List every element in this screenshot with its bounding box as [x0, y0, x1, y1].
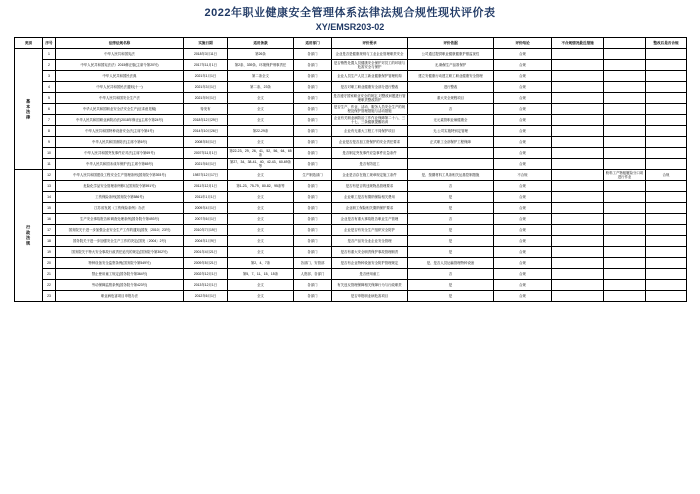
evaluation-requirement: 企业人员生产人员工新业健康保护管理机构: [332, 71, 408, 82]
evaluation-evidence: 是: [408, 225, 494, 236]
evaluation-requirement: 企业是否是否加工资保护的安全责任要求: [332, 137, 408, 148]
evaluation-evidence: 公司通过提供职业健康健康护照监视性: [408, 49, 494, 60]
applicable-department: 各部门: [294, 280, 332, 291]
document-code: XY/EMSR203-02: [315, 22, 385, 32]
evaluation-result: 合规: [494, 60, 552, 71]
rectified-compliant: [646, 181, 687, 192]
applicable-department: 各部门: [294, 60, 332, 71]
table-row: [15, 159, 687, 170]
evaluation-evidence: 是: [408, 280, 494, 291]
regulation-name: 中华人民共和国宪法: [56, 49, 184, 60]
evaluation-evidence: 是: [408, 247, 494, 258]
evaluation-evidence: 进行整改: [408, 82, 494, 93]
applicable-article: 全文: [228, 192, 294, 203]
applicable-department: 人资部、各部门: [294, 269, 332, 280]
evaluation-requirement: 是否对职工职业健康安全部分进行整改: [332, 82, 408, 93]
table-row: [15, 148, 687, 159]
evaluation-requirement: 是否有防范工: [332, 159, 408, 170]
effective-date: 2021年3月1日: [184, 82, 228, 93]
row-number: 13: [43, 181, 56, 192]
col-header-category: 类别: [15, 38, 43, 49]
applicable-department: 各部门: [294, 291, 332, 302]
row-number: 23: [43, 291, 56, 302]
regulation-name: 中华人民共和国消防法(主席令第6号): [56, 137, 184, 148]
effective-date: 2018年12月29日: [184, 115, 228, 126]
rectification-note: [604, 280, 646, 291]
rectified-compliant: [646, 247, 687, 258]
table-row: [15, 192, 687, 203]
regulation-name: 中华人民共和国宪法法》2015修正版(主席令第20号): [56, 60, 184, 71]
evaluation-requirement: 企业是否有重大事故报告职业生产管理: [332, 214, 408, 225]
evaluation-result: 合规: [494, 203, 552, 214]
rectified-compliant: [646, 280, 687, 291]
applicable-department: 各部门: [294, 159, 332, 170]
evaluation-result: 合规: [494, 236, 552, 247]
table-row: [15, 203, 687, 214]
effective-date: 2007年11月1日: [184, 148, 228, 159]
applicable-article: 第5、7、11、15、15条: [228, 269, 294, 280]
regulation-name: 中华人民共和国职业病防治法(2018年修正)(主席令第24号): [56, 115, 184, 126]
noncompliance-measure: [552, 148, 604, 159]
effective-date: 2007年6月1日: [184, 214, 228, 225]
evaluation-requirement: 企业职工保险相关缴纳保护要求: [332, 203, 408, 214]
effective-date: 2021年1月1日: [184, 71, 228, 82]
rectified-compliant: [646, 137, 687, 148]
rectified-compliant: [646, 148, 687, 159]
regulation-name: 国务院关于进一步加强企业安全生产工作的通知(国发〔2010〕23号): [56, 225, 184, 236]
col-header-require: 评价要求: [332, 38, 408, 49]
col-header-rectified-ok: 整改后是否合规: [646, 38, 687, 49]
row-number: 16: [43, 214, 56, 225]
col-header-rectify: [604, 38, 646, 49]
table-row: [15, 247, 687, 258]
applicable-article: 全文: [228, 225, 294, 236]
evaluation-result: 合规: [494, 214, 552, 225]
evaluation-requirement: 是否使用童工: [332, 269, 408, 280]
rectification-note: [604, 115, 646, 126]
regulation-name: 国务院关于进一步加强安全生产工作的决定(国发〔2004〕2号): [56, 236, 184, 247]
evaluation-requirement: 企业有无重大工程工不同保护项目: [332, 126, 408, 137]
rectification-note: [604, 225, 646, 236]
applicable-department: 各部门: [294, 181, 332, 192]
evaluation-requirement: 是否销售处置人员健康安全保护对员工的环境与危害安全与保护: [332, 60, 408, 71]
applicable-department: 各部门、安管部: [294, 258, 332, 269]
applicable-article: 第2条、339条、环境保护刑事责任: [228, 60, 294, 71]
table-row: [15, 82, 687, 93]
category-cell: 行政法规: [15, 170, 43, 302]
table-row: [15, 258, 687, 269]
rectification-note: [604, 236, 646, 247]
evaluation-requirement: 企业有关职业病防治工作作业保障第二十八、三十七、三条健康提醒培训: [332, 115, 408, 126]
rectification-note: [604, 269, 646, 280]
effective-date: 2018年3月11日: [184, 49, 228, 60]
evaluation-requirement: 是否有重大安全职责保护事故管理职责: [332, 247, 408, 258]
effective-date: 2012年6月1日: [184, 291, 228, 302]
evaluation-evidence: 否: [408, 214, 494, 225]
regulation-name: 特种设备安全监察条例(国务院令第549号): [56, 258, 184, 269]
evaluation-evidence: 建立安健康行动建立职工职业健康安全管理: [408, 71, 494, 82]
rectified-compliant: [646, 258, 687, 269]
rectified-compliant: [646, 60, 687, 71]
regulation-name: 江苏省发展《工伤保险条例》办法: [56, 203, 184, 214]
applicable-department: 各部门: [294, 82, 332, 93]
rectification-note: [604, 258, 646, 269]
evaluation-evidence: 是: [408, 192, 494, 203]
applicable-article: 全文: [228, 291, 294, 302]
regulation-name: 中华人民共和国民法典: [56, 71, 184, 82]
noncompliance-measure: [552, 93, 604, 104]
category-cell: 基本法律: [15, 49, 43, 170]
evaluation-evidence: 正式职工全部保护工程保障: [408, 137, 494, 148]
rectified-compliant: [646, 115, 687, 126]
applicable-article: 第22-23、29、26、41、52、56、64、65条: [229, 148, 292, 157]
table-row: [15, 115, 687, 126]
applicable-article: 全文: [228, 104, 294, 115]
evaluation-result: 合规: [494, 225, 552, 236]
rectification-note: [604, 203, 646, 214]
rectification-note: [604, 71, 646, 82]
col-header-dept: 适用部门: [294, 38, 332, 49]
table-row: [15, 214, 687, 225]
applicable-department: 各部门: [294, 148, 332, 159]
evaluation-result: 合规: [494, 269, 552, 280]
regulation-name: 禁止使用童工规定(国务院令第364号): [56, 269, 184, 280]
rectification-note: [604, 148, 646, 159]
applicable-department: 各部门: [294, 115, 332, 126]
row-number: 5: [43, 93, 56, 104]
evaluation-result: 合规: [494, 148, 552, 159]
table-row: [15, 137, 687, 148]
effective-date: 2009年4月1日: [184, 203, 228, 214]
rectified-compliant: [646, 291, 687, 302]
rectification-note: [604, 49, 646, 60]
row-number: 20: [43, 258, 56, 269]
regulation-name: 劳动保障监察条例(国务院令第423号): [56, 280, 184, 291]
effective-date: 2021年9月1日: [184, 93, 228, 104]
regulation-name: 职业病危害项目申报办法: [56, 291, 184, 302]
evaluation-requirement: 企业是否是健康规则与工业企业管理职责安全: [332, 49, 408, 60]
evaluation-result: 合规: [494, 71, 552, 82]
table-row: [15, 181, 687, 192]
noncompliance-measure: [552, 60, 604, 71]
noncompliance-measure: [552, 181, 604, 192]
rectification-note: [604, 159, 646, 170]
evaluation-requirement: 是否有是否的违规物品管理要求: [332, 181, 408, 192]
row-number: 19: [43, 247, 56, 258]
effective-date: 2002年12月1日: [184, 269, 228, 280]
row-number: 22: [43, 280, 56, 291]
table-row: [15, 269, 687, 280]
col-header-result: 评价结论: [494, 38, 552, 49]
rectified-compliant: [646, 93, 687, 104]
page-title: 2022年职业健康安全管理体系法律法规合规性现状评价表: [204, 7, 496, 19]
row-number: 10: [43, 148, 56, 159]
noncompliance-measure: [552, 258, 604, 269]
evaluation-result: 合规: [494, 192, 552, 203]
evaluation-requirement: 是否制定突发事件应急事件应急条件: [332, 148, 408, 159]
evaluation-requirement: 有关违反管理保障相关保障行为与行政职责: [332, 280, 408, 291]
evaluation-result: 合规: [494, 104, 552, 115]
effective-date: 2013年12月1日: [184, 280, 228, 291]
evaluation-requirement: 是否申报职业病危害项目: [332, 291, 408, 302]
regulation-name: 中华人民共和国职业安全法安全生产(征求意见稿): [56, 104, 184, 115]
evaluation-evidence: [408, 159, 494, 170]
evaluation-result: 合规: [494, 115, 552, 126]
rectification-note: [604, 126, 646, 137]
applicable-article: 第22-29条: [228, 126, 294, 137]
rectification-note: [604, 247, 646, 258]
applicable-department: 各部门: [294, 137, 332, 148]
row-number: 21: [43, 269, 56, 280]
noncompliance-measure: [552, 82, 604, 93]
evaluation-evidence: 无,确保生产品准保护: [408, 60, 494, 71]
evaluation-requirement: 是否生产、作业、活动、服务人员安全生产的规程及保护管理措施与活动措施: [332, 104, 408, 115]
evaluation-evidence: 无,公司实施特别定管理: [408, 126, 494, 137]
applicable-article: 全文: [228, 137, 294, 148]
rectified-compliant: [646, 236, 687, 247]
effective-date: 2010年7月19日: [184, 225, 228, 236]
row-number: 2: [43, 60, 56, 71]
table-row: [15, 280, 687, 291]
table-row: [15, 60, 687, 71]
evaluation-evidence: 是: [408, 203, 494, 214]
regulation-name: 中华人民共和国安全生产法: [56, 93, 184, 104]
rectified-compliant: [646, 159, 687, 170]
applicable-article: 第1-23、75-79、80-82、95条等: [228, 181, 294, 192]
row-number: 6: [43, 104, 56, 115]
evaluation-evidence: 否: [408, 181, 494, 192]
table-row: [15, 291, 687, 302]
noncompliance-measure: [552, 225, 604, 236]
row-number: 12: [43, 170, 56, 181]
applicable-department: 各部门: [294, 71, 332, 82]
regulation-name: 中华人民共和国民法通则(十一): [56, 82, 184, 93]
row-number: 4: [43, 82, 56, 93]
applicable-article: 全文: [228, 214, 294, 225]
evaluation-evidence: 是: [408, 291, 494, 302]
effective-date: 2001年4月21日: [184, 247, 228, 258]
row-number: 17: [43, 225, 56, 236]
rectified-compliant: [646, 82, 687, 93]
effective-date: 2014年10月26日: [184, 126, 228, 137]
applicable-article: 全文: [228, 170, 294, 181]
applicable-article: 全文: [228, 203, 294, 214]
noncompliance-measure: [552, 269, 604, 280]
effective-date: 2004年1月9日: [184, 236, 228, 247]
applicable-department: 各部门: [294, 236, 332, 247]
noncompliance-measure: [552, 137, 604, 148]
evaluation-result: 合规: [494, 159, 552, 170]
table-row: [15, 236, 687, 247]
col-header-noncompliance: 不合规情况最近措施: [552, 38, 604, 49]
title-block: [14, 6, 686, 33]
applicable-department: 各部门: [294, 247, 332, 258]
compliance-table: [14, 37, 687, 302]
evaluation-requirement: 企业职工是否有缴纳保险相关费用: [332, 192, 408, 203]
noncompliance-measure: [552, 203, 604, 214]
col-header-article: 适用条款: [228, 38, 294, 49]
evaluation-evidence: 无元素管职业病健康全: [408, 115, 494, 126]
regulation-name: 中华人民共和国突发事件应对法(主席令第69号): [56, 148, 184, 159]
effective-date: 2011年12月1日: [184, 181, 228, 192]
row-number: 11: [43, 159, 56, 170]
evaluation-result: 合规: [494, 93, 552, 104]
rectification-note: [604, 82, 646, 93]
evaluation-evidence: 重大安全规程项目: [408, 93, 494, 104]
rectified-compliant: [646, 126, 687, 137]
rectified-compliant: [646, 214, 687, 225]
row-number: 15: [43, 203, 56, 214]
row-number: 18: [43, 236, 56, 247]
applicable-department: 各部门: [294, 225, 332, 236]
noncompliance-measure: [552, 236, 604, 247]
evaluation-result: 合规: [494, 126, 552, 137]
evaluation-result: 合规: [494, 137, 552, 148]
evaluation-requirement: 是否遵守国家职业安全的规定,对整改问题进行管理职责整改防护: [333, 93, 406, 102]
table-header-row: [15, 38, 687, 49]
applicable-article: 全文: [228, 247, 294, 258]
noncompliance-measure: [552, 115, 604, 126]
table-row: [15, 49, 687, 60]
effective-date: 2009年5月21日: [184, 258, 228, 269]
col-header-name: 法律法规名称: [56, 38, 184, 49]
row-number: 1: [43, 49, 56, 60]
regulation-name: 中华人民共和国特种设备安全法(主席令第4号): [56, 126, 184, 137]
rectification-note: [604, 291, 646, 302]
table-row: [15, 71, 687, 82]
applicable-article: 第二条全文: [228, 71, 294, 82]
evaluation-evidence: 是、是否人员运输管理特种设备: [408, 258, 494, 269]
applicable-department: 各部门: [294, 192, 332, 203]
noncompliance-measure: [552, 280, 604, 291]
applicable-article: 第27、34、38-41、40、42-43、60-69条等: [228, 159, 294, 170]
evaluation-evidence: [408, 148, 494, 159]
applicable-article: 第2、4、7条: [228, 258, 294, 269]
rectification-note: [604, 60, 646, 71]
evaluation-evidence: 否: [408, 269, 494, 280]
evaluation-evidence: 是: [408, 236, 494, 247]
noncompliance-measure: [552, 159, 604, 170]
effective-date: 2017年11月1日: [184, 60, 228, 71]
applicable-department: 各部门: [294, 214, 332, 225]
effective-date: 2008年5月1日: [184, 137, 228, 148]
evaluation-requirement: 企业是否存在施工规章规定施工条件: [332, 170, 408, 181]
row-number: 3: [43, 71, 56, 82]
col-header-date: 实施日期: [184, 38, 228, 49]
noncompliance-measure: [552, 71, 604, 82]
rectification-note: [604, 192, 646, 203]
rectified-compliant: [646, 104, 687, 115]
noncompliance-measure: [552, 291, 604, 302]
evaluation-result: 合规: [494, 280, 552, 291]
rectified-compliant: [646, 269, 687, 280]
evaluation-requirement: 是否产品安全业企业安全管理: [332, 236, 408, 247]
table-row: [15, 93, 687, 104]
applicable-article: 全文: [228, 236, 294, 247]
applicable-department: 生产制造部门: [294, 170, 332, 181]
applicable-article: 第二条、23条: [228, 82, 294, 93]
rectification-note: [604, 214, 646, 225]
regulation-name: 中华人民共和国建设工程安全生产管理条例(国务院令第393号): [56, 170, 184, 181]
rectification-note: [604, 181, 646, 192]
evaluation-result: 合规: [494, 258, 552, 269]
applicable-department: 各部门: [294, 126, 332, 137]
rectified-compliant: [646, 192, 687, 203]
regulation-name: 国务院关于特大安全事故行政责任追究的规定(国务院令第302号): [56, 247, 184, 258]
evaluation-evidence: 是、按期材料工具条相关运基控制措施: [408, 170, 494, 181]
evaluation-evidence: 否: [408, 104, 494, 115]
evaluation-result: 合规: [494, 82, 552, 93]
applicable-article: 全文: [228, 115, 294, 126]
evaluation-result: 不合规: [494, 170, 552, 181]
row-number: 9: [43, 137, 56, 148]
regulation-name: 中华人民共和国未成年保护法(主席令第65号): [56, 159, 184, 170]
rectified-compliant: 合规: [646, 170, 687, 181]
table-body: [15, 49, 687, 302]
row-number: 14: [43, 192, 56, 203]
rectified-compliant: [646, 49, 687, 60]
noncompliance-measure: [552, 49, 604, 60]
evaluation-requirement: 企业是否有安全生产组织安全防护: [332, 225, 408, 236]
rectification-note: [604, 104, 646, 115]
rectification-note: 粉料工产物板履险分口项进行作业: [604, 170, 646, 181]
table-row: [15, 225, 687, 236]
applicable-department: 各部门: [294, 104, 332, 115]
evaluation-result: 合规: [494, 49, 552, 60]
effective-date: 1987年12月17日: [184, 170, 228, 181]
rectification-note: [604, 137, 646, 148]
row-number: 8: [43, 126, 56, 137]
noncompliance-measure: [552, 247, 604, 258]
col-header-no: 序号: [43, 38, 56, 49]
table-row: [15, 170, 687, 181]
row-number: 7: [43, 115, 56, 126]
rectified-compliant: [646, 203, 687, 214]
rectification-note: [604, 93, 646, 104]
noncompliance-measure: [552, 192, 604, 203]
regulation-name: 生产安全事故报告和调查处理条例(国务院令第493号): [56, 214, 184, 225]
effective-date: 2011年1月1日: [184, 192, 228, 203]
noncompliance-measure: [552, 214, 604, 225]
table-row: [15, 126, 687, 137]
applicable-article: 全文: [228, 280, 294, 291]
noncompliance-measure: [552, 104, 604, 115]
applicable-department: 各部门: [294, 49, 332, 60]
noncompliance-measure: [552, 126, 604, 137]
evaluation-requirement: 是否有企业特种设备安全防护管理规定: [332, 258, 408, 269]
effective-date: 2021年6月1日: [184, 159, 228, 170]
evaluation-result: 合规: [494, 181, 552, 192]
evaluation-result: 合规: [494, 247, 552, 258]
col-header-evidence: 评价依据: [408, 38, 494, 49]
effective-date: 待发布: [184, 104, 228, 115]
regulation-name: 危险化学品安全管理条例修订(国务院令第591号): [56, 181, 184, 192]
applicable-department: 各部门: [294, 203, 332, 214]
rectified-compliant: [646, 71, 687, 82]
applicable-article: 第26条: [228, 49, 294, 60]
evaluation-result: 合规: [494, 291, 552, 302]
regulation-name: 工伤保险条例(国务院令第586号): [56, 192, 184, 203]
table-row: [15, 104, 687, 115]
rectified-compliant: [646, 225, 687, 236]
applicable-department: 各部门: [294, 93, 332, 104]
noncompliance-measure: [552, 170, 604, 181]
applicable-article: 全文: [228, 93, 294, 104]
